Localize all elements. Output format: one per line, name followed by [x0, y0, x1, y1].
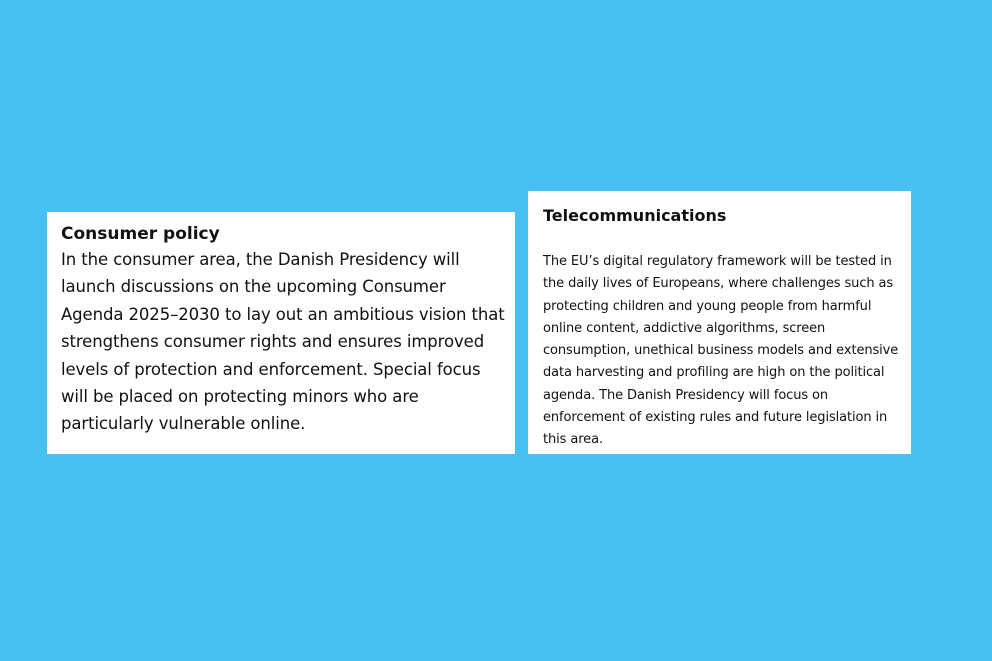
telecommunications-card — [528, 191, 911, 454]
consumer-policy-title: Consumer policy — [61, 224, 220, 244]
telecommunications-title: Telecommunications — [543, 206, 727, 225]
consumer-policy-card — [47, 212, 515, 454]
consumer-policy-body: In the consumer area, the Danish Presidency will launch discussions on the upcoming Consumer Agenda 2025–2030 to lay out an ambitious vision that strengthens consumer rights and ensures improved levels of protection and enforcement. Special focus will be placed on protecting minors who are particularly vulnerable online. — [61, 250, 505, 434]
telecommunications-body: The EU’s digital regulatory framework will be tested in the daily lives of Europeans, where challenges such as protecting children and young people from harmful online content, addictive algorithms, screen consumption, unethical business models and extensive data harvesting and profiling are high on the political agenda. The Danish Presidency will focus on enforcement of existing rules and future legislation in this area. — [543, 254, 899, 448]
